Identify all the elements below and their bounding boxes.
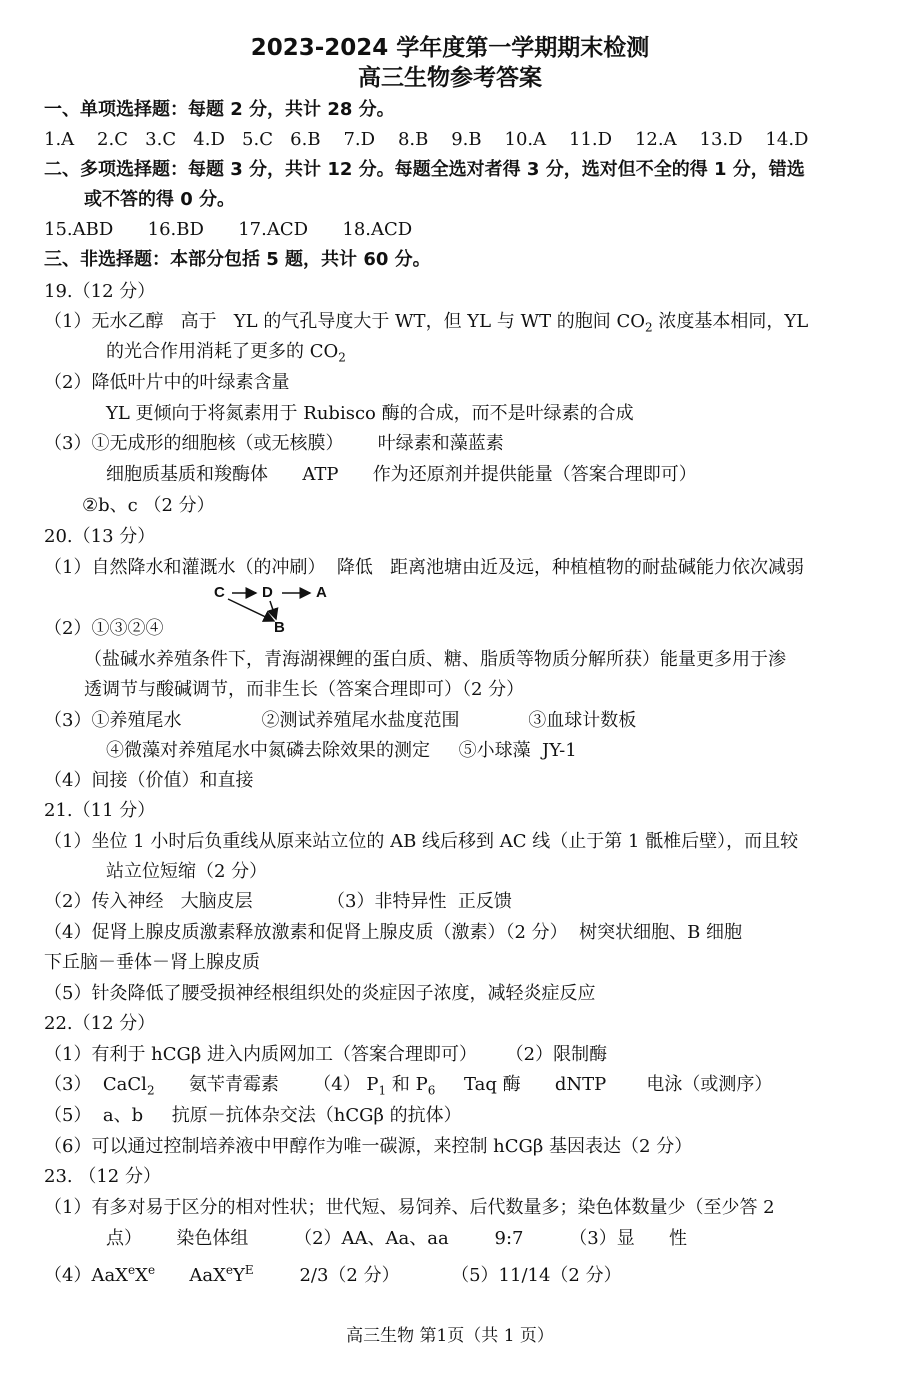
q20-part4: （4）间接（价值）和直接 — [44, 770, 254, 791]
q21-part4-cont: 下丘脑－垂体－肾上腺皮质 — [44, 952, 260, 973]
node-a: A — [316, 584, 327, 601]
q20-part2-cont2: 透调节与酸碱调节，而非生长（答案合理即可）（2 分） — [84, 679, 525, 700]
node-c: C — [214, 584, 225, 601]
food-web-diagram — [212, 583, 342, 635]
q23-part4-5: （4）AaX$^e$Xe $AaX^eY^E$ 2/3（2 分） （5）11/14（2 分） — [44, 1263, 622, 1286]
q20-part3: （3）①养殖尾水 ②测试养殖尾水盐度范围 ③血球计数板 — [44, 710, 637, 731]
q19-part2-cont: YL 更倾向于将氮素用于 Rubisco 酶的合成，而不是叶绿素的合成 — [106, 403, 634, 424]
q20-part2: （2）①③②④ — [44, 618, 164, 639]
q19-part1: （1）无水乙醇 高于 YL 的气孔导度大于 WT，但 YL 与 WT 的胞间 $CO_2$ 浓度基本相同，YL — [44, 311, 809, 335]
node-d: D — [262, 584, 273, 601]
q20-part1: （1）自然降水和灌溉水（的冲刷） 降低 距离池塘由近及远，种植植物的耐盐碱能力依次减弱 — [44, 557, 805, 578]
q21-heading: 21.（11 分） — [44, 800, 156, 821]
q23-heading: 23. （12 分） — [44, 1166, 161, 1187]
section-1-heading: 一、单项选择题：每题 2 分，共计 28 分。 — [44, 99, 395, 120]
q21-part1-cont: 站立位短缩（2 分） — [106, 861, 268, 882]
q22-part5: （5） a、b 抗原－抗体杂交法（hCGβ 的抗体） — [44, 1105, 462, 1126]
section-2-heading: 二、多项选择题：每题 3 分，共计 12 分。每题全选对者得 3 分，选对但不全的得 1 分，错选 — [44, 159, 805, 180]
q21-part1: （1）坐位 1 小时后负重线从原来站立位的 AB 线后移到 AC 线（止于第 1 骶椎后壁），而且较 — [44, 831, 799, 852]
page-subtitle: 高三生物参考答案 — [358, 65, 542, 91]
page-footer: 高三生物 第1页（共 1 页） — [346, 1326, 554, 1346]
q23-part1: （1）有多对易于区分的相对性状；世代短、易饲养、后代数量多；染色体数量少（至少答 2 — [44, 1197, 775, 1218]
q19-part1-cont: 的光合作用消耗了更多的 $CO_2$ — [106, 341, 346, 365]
node-b: B — [274, 619, 285, 636]
q22-part1-2: （1）有利于 hCGβ 进入内质网加工（答案合理即可） （2）限制酶 — [44, 1044, 608, 1065]
q22-part6: （6）可以通过控制培养液中甲醇作为唯一碳源，来控制 hCGβ 基因表达（2 分） — [44, 1136, 693, 1157]
q20-part3-cont: ④微藻对养殖尾水中氮磷去除效果的测定 ⑤小球藻 JY-1 — [106, 740, 577, 761]
q19-part3-cont: 细胞质基质和羧酶体 ATP 作为还原剂并提供能量（答案合理即可） — [106, 464, 697, 485]
section-3-heading: 三、非选择题：本部分包括 5 题，共计 60 分。 — [44, 249, 431, 270]
q20-part2-cont: （盐碱水养殖条件下，青海湖裸鲤的蛋白质、糖、脂质等物质分解所获）能量更多用于渗 — [84, 649, 786, 670]
q23-part1-cont: 点） 染色体组 （2）AA、Aa、aa 9:7 （3）显 性 — [106, 1228, 688, 1249]
section-1-answers: 1.A 2.C 3.C 4.D 5.C 6.B 7.D 8.B 9.B 10.A 11.D 12.A 13.D 14.D — [44, 129, 809, 150]
section-2-heading-cont: 或不答的得 0 分。 — [84, 189, 236, 210]
q21-part5: （5）针灸降低了腰受损神经根组织处的炎症因子浓度，减轻炎症反应 — [44, 983, 596, 1004]
q22-part3-4: （3） CaCl$_2$ 氨苄青霉素 （4） $P_1$ 和 $P_6$ Taq 酶 dNTP 电泳（或测序） — [44, 1074, 773, 1098]
q19-part2: （2）降低叶片中的叶绿素含量 — [44, 372, 290, 393]
page-title: 2023-2024 学年度第一学期期末检测 — [250, 35, 650, 61]
q21-part4: （4）促肾上腺皮质激素释放激素和促肾上腺皮质（激素）（2 分） 树突状细胞、B 细胞 — [44, 922, 743, 943]
section-2-answers: 15.ABD 16.BD 17.ACD 18.ACD — [44, 219, 413, 240]
q20-heading: 20.（13 分） — [44, 526, 156, 547]
q19-heading: 19.（12 分） — [44, 281, 156, 302]
q21-part2-3: （2）传入神经 大脑皮层 （3）非特异性 正反馈 — [44, 891, 512, 912]
q19-part3-b: ②b、c （2 分） — [82, 495, 215, 516]
q22-heading: 22.（12 分） — [44, 1013, 156, 1034]
q19-part3: （3）①无成形的细胞核（或无核膜） 叶绿素和藻蓝素 — [44, 433, 504, 454]
